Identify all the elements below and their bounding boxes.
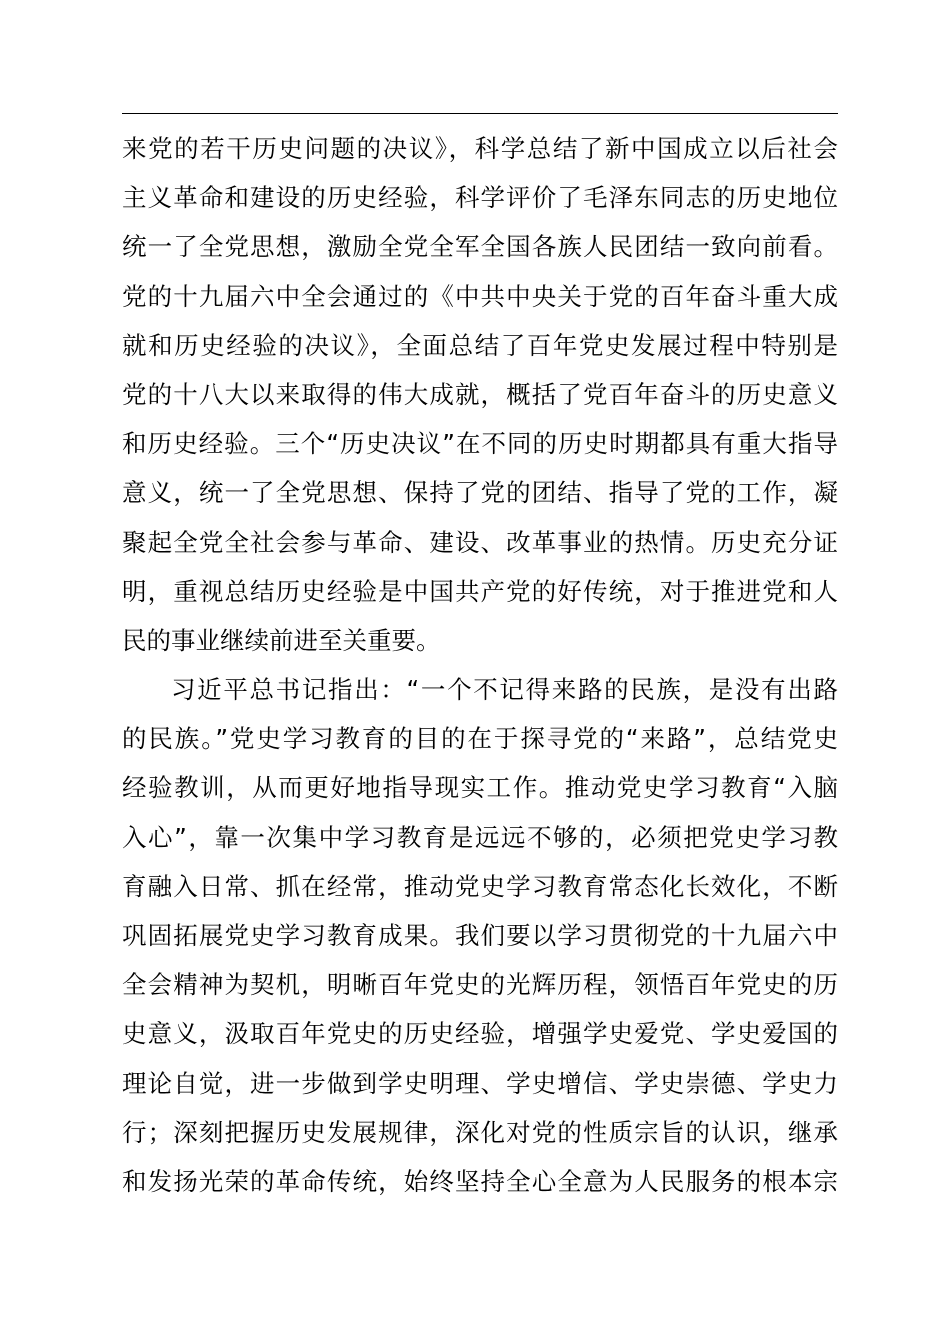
text-line: 意义，统一了全党思想、保持了党的团结、指导了党的工作，凝 [122,478,838,508]
paragraph-1 [122,124,838,665]
text-line: 民的事业继续前进至关重要。 [122,625,441,655]
text-line: 统一了全党思想，激励全党全军全国各族人民团结一致向前看。 [122,232,838,262]
text-line: 习近平总书记指出：“一个不记得来路的民族，是没有出路 [171,675,838,705]
text-line: 聚起全党全社会参与革命、建设、改革事业的热情。历史充分证 [122,527,838,557]
text-line: 巩固拓展党史学习教育成果。我们要以学习贯彻党的十九届六中 [122,921,838,950]
text-line: 明，重视总结历史经验是中国共产党的好传统，对于推进党和人 [122,576,838,606]
text-line: 入心”，靠一次集中学习教育是远远不够的，必须把党史学习教 [122,822,838,852]
text-line: 全会精神为契机，明晰百年党史的光辉历程，领悟百年党史的历 [122,970,838,1000]
text-line: 党的十八大以来取得的伟大成就，概括了党百年奋斗的历史意义 [122,379,838,409]
body-text [122,124,838,1206]
text-line: 的民族。”党史学习教育的目的在于探寻党的“来路”，总结党史 [122,724,838,754]
text-line: 史意义，汲取百年党史的历史经验，增强学史爱党、学史爱国的 [122,1019,838,1049]
text-line: 理论自觉，进一步做到学史明理、学史增信、学史崇德、学史力 [122,1068,838,1098]
text-line: 就和历史经验的决议》，全面总结了百年党史发展过程中特别是 [122,330,838,360]
text-line: 育融入日常、抓在经常，推动党史学习教育常态化长效化，不断 [122,871,838,901]
text-line: 和历史经验。三个“历史决议”在不同的历史时期都具有重大指导 [122,429,838,459]
paragraph-2 [122,665,838,1206]
text-line: 主义革命和建设的历史经验，科学评价了毛泽东同志的历史地位 [122,183,838,213]
text-line: 经验教训，从而更好地指导现实工作。推动党史学习教育“入脑 [122,773,838,803]
text-line: 党的十九届六中全会通过的《中共中央关于党的百年奋斗重大成 [122,281,838,311]
text-line: 来党的若干历史问题的决议》，科学总结了新中国成立以后社会 [122,134,838,163]
text-line: 和发扬光荣的革命传统，始终坚持全心全意为人民服务的根本宗 [122,1166,838,1196]
header-rule [122,113,838,114]
text-line: 行；深刻把握历史发展规律，深化对党的性质宗旨的认识，继承 [122,1117,838,1147]
